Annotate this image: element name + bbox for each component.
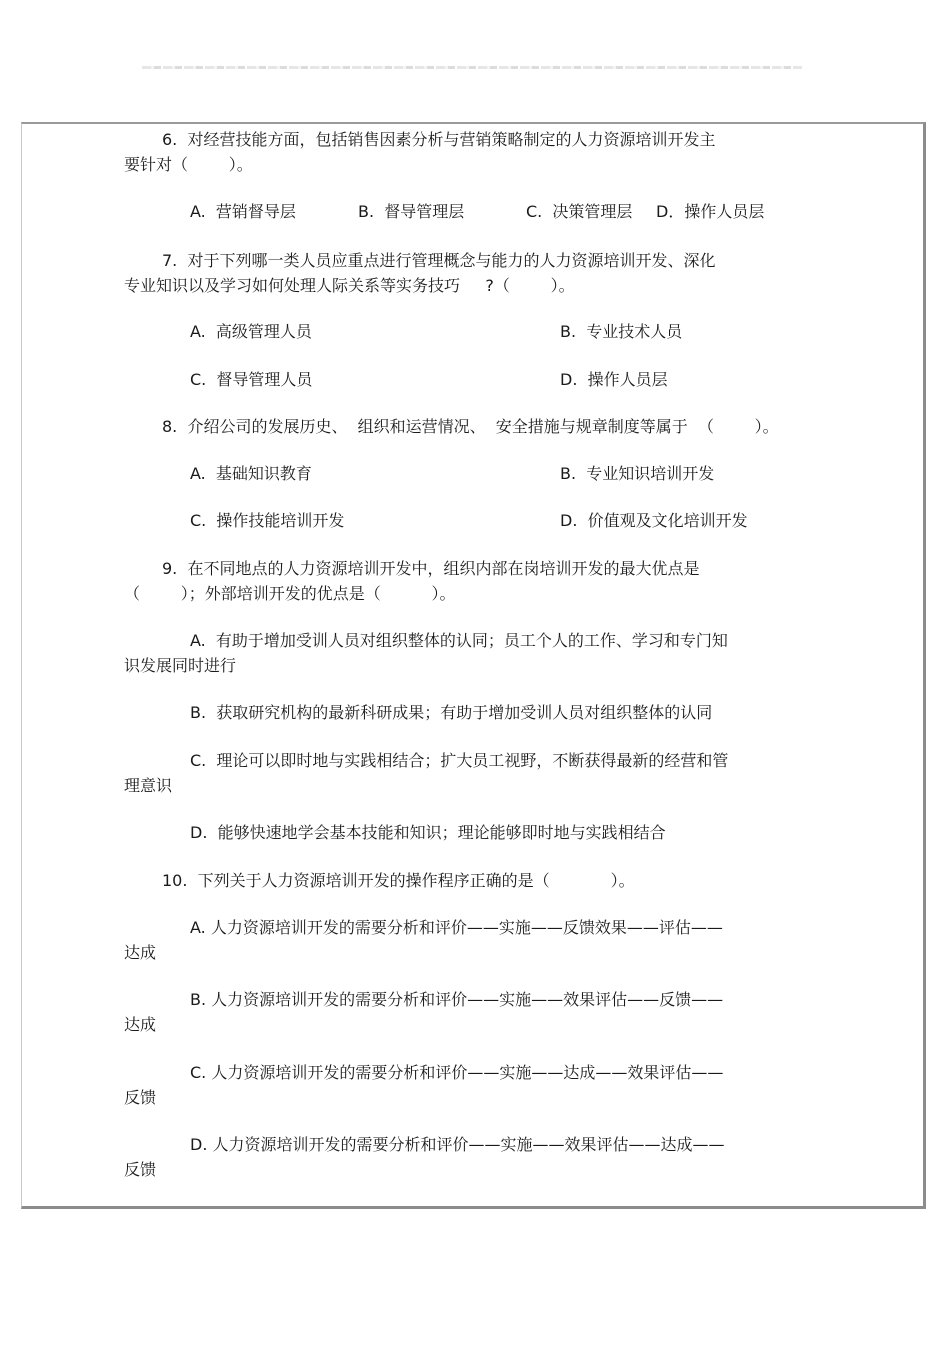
q6-option-d: D．操作人员层 bbox=[656, 202, 765, 221]
q8-option-a: A. 基础知识教育 bbox=[190, 464, 312, 483]
header-rule bbox=[142, 66, 802, 69]
q10-option-a-line-2: 达成 bbox=[124, 943, 157, 962]
q8-option-d: D. 价值观及文化培训开发 bbox=[560, 511, 748, 530]
q8-option-b: B. 专业知识培训开发 bbox=[560, 464, 715, 483]
q9-option-c-line-1: C. 理论可以即时地与实践相结合；扩大员工视野，不断获得最新的经营和管 bbox=[190, 751, 729, 770]
q10-stem: 10. 下列关于人力资源培训开发的操作程序正确的是（ ）。 bbox=[162, 871, 635, 890]
q6-stem-line-1: 6. 对经营技能方面，包括销售因素分析与营销策略制定的人力资源培训开发主 bbox=[162, 130, 716, 149]
q8-option-c: C. 操作技能培训开发 bbox=[190, 511, 345, 530]
q9-option-b: B. 获取研究机构的最新科研成果；有助于增加受训人员对组织整体的认同 bbox=[190, 703, 713, 722]
q9-option-c-line-2: 理意识 bbox=[124, 776, 173, 795]
q7-option-c: C. 督导管理人员 bbox=[190, 370, 313, 389]
q10-option-c-line-2: 反馈 bbox=[124, 1088, 157, 1107]
q9-stem-line-2: （ ）；外部培训开发的优点是（ ）。 bbox=[124, 584, 456, 603]
q9-stem-line-1: 9. 在不同地点的人力资源培训开发中，组织内部在岗培训开发的最大优点是 bbox=[162, 559, 700, 578]
q9-option-a-line-2: 识发展同时进行 bbox=[124, 656, 237, 675]
q10-option-d-line-1: D. 人力资源培训开发的需要分析和评价——实施——效果评估——达成—— bbox=[190, 1135, 725, 1154]
q7-stem-line-2: 专业知识以及学习如何处理人际关系等实务技巧 ?（ ）。 bbox=[124, 276, 575, 295]
q7-option-a: A. 高级管理人员 bbox=[190, 322, 312, 341]
q6-option-c: C. 决策管理层 bbox=[526, 202, 633, 221]
q6-stem-line-2: 要针对（ ）。 bbox=[124, 155, 253, 174]
q10-option-c-line-1: C. 人力资源培训开发的需要分析和评价——实施——达成——效果评估—— bbox=[190, 1063, 724, 1082]
q6-option-b: B. 督导管理层 bbox=[358, 202, 465, 221]
q7-option-b: B. 专业技术人员 bbox=[560, 322, 683, 341]
q8-stem: 8. 介绍公司的发展历史、 组织和运营情况、 安全措施与规章制度等属于 （ ）。 bbox=[162, 417, 779, 436]
q6-option-a: A. 营销督导层 bbox=[190, 202, 296, 221]
q7-stem-line-1: 7. 对于下列哪一类人员应重点进行管理概念与能力的人力资源培训开发、深化 bbox=[162, 251, 716, 270]
q7-option-d: D. 操作人员层 bbox=[560, 370, 668, 389]
q9-option-a-line-1: A. 有助于增加受训人员对组织整体的认同；员工个人的工作、学习和专门知 bbox=[190, 631, 728, 650]
q10-option-b-line-1: B. 人力资源培训开发的需要分析和评价——实施——效果评估——反馈—— bbox=[190, 990, 724, 1009]
q10-option-d-line-2: 反馈 bbox=[124, 1160, 157, 1179]
q9-option-d: D. 能够快速地学会基本技能和知识；理论能够即时地与实践相结合 bbox=[190, 823, 666, 842]
q10-option-a-line-1: A. 人力资源培训开发的需要分析和评价——实施——反馈效果——评估—— bbox=[190, 918, 723, 937]
q10-option-b-line-2: 达成 bbox=[124, 1015, 157, 1034]
